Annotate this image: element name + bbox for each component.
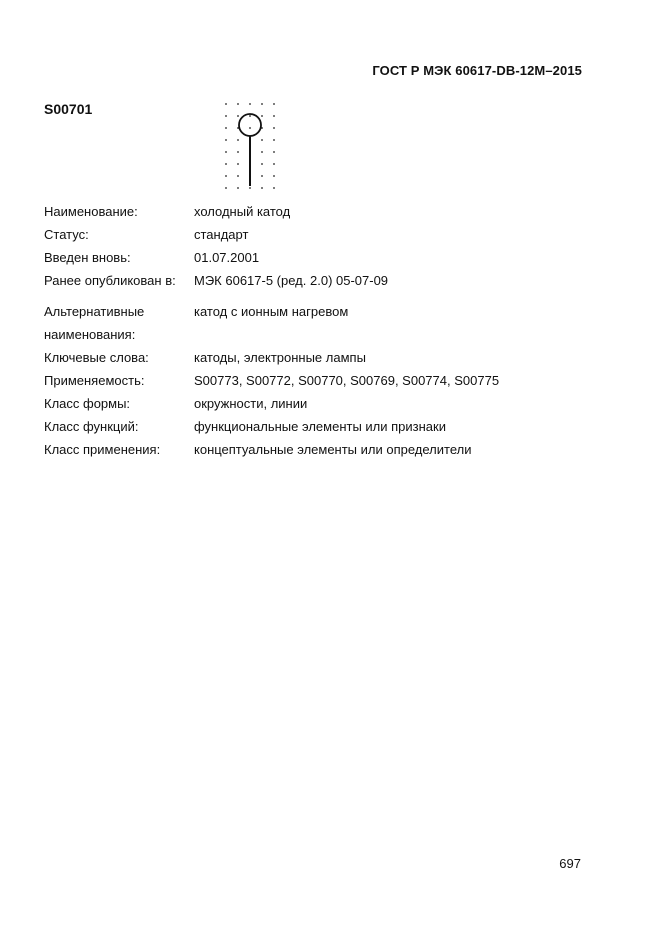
grid-dot xyxy=(273,127,275,129)
grid-dot xyxy=(249,187,251,189)
symbol-grid-svg xyxy=(218,98,282,194)
property-row-status xyxy=(44,223,604,246)
property-value: функциональные элементы или признаки xyxy=(194,419,446,434)
property-row-name xyxy=(44,200,604,223)
grid-dot xyxy=(225,139,227,141)
grid-dot xyxy=(261,115,263,117)
grid-dot xyxy=(273,115,275,117)
grid-dot xyxy=(237,175,239,177)
property-value: холодный катод xyxy=(194,204,291,219)
grid-dot xyxy=(237,103,239,105)
grid-dot xyxy=(261,163,263,165)
document-header: ГОСТ Р МЭК 60617-DB-12M–2015 xyxy=(372,63,582,78)
property-value: окружности, линии xyxy=(194,396,308,411)
property-row-alternative-names xyxy=(44,300,604,346)
property-label: Ранее опубликован в: xyxy=(44,273,176,288)
grid-dot xyxy=(261,175,263,177)
grid-dot xyxy=(273,163,275,165)
grid-dot xyxy=(237,139,239,141)
grid-dot xyxy=(225,163,227,165)
property-row-application-class xyxy=(44,438,604,461)
property-row-keywords xyxy=(44,346,604,369)
property-label: Ключевые слова: xyxy=(44,350,149,365)
grid-dot xyxy=(249,127,251,129)
property-row-function-class xyxy=(44,415,604,438)
property-value: 01.07.2001 xyxy=(194,250,260,265)
grid-dot xyxy=(273,103,275,105)
property-label: Класс функций: xyxy=(44,419,139,434)
grid-dot xyxy=(273,187,275,189)
property-row-shape-class xyxy=(44,392,604,415)
grid-dot xyxy=(261,187,263,189)
property-label: Наименование: xyxy=(44,204,138,219)
grid-dot xyxy=(237,151,239,153)
property-label: Применяемость: xyxy=(44,373,145,388)
grid-dot xyxy=(225,115,227,117)
property-label: Введен вновь: xyxy=(44,250,131,265)
grid-dot xyxy=(237,187,239,189)
grid-dot xyxy=(237,163,239,165)
page-number: 697 xyxy=(559,856,581,871)
property-row-introduced xyxy=(44,246,604,269)
property-value: МЭК 60617-5 (ред. 2.0) 05-07-09 xyxy=(194,273,389,288)
grid-dot xyxy=(261,151,263,153)
grid-dot xyxy=(225,151,227,153)
grid-dot xyxy=(249,103,251,105)
symbol-code: S00701 xyxy=(44,101,93,117)
property-value: стандарт xyxy=(194,227,249,242)
property-value: S00773, S00772, S00770, S00769, S00774, S00775 xyxy=(194,373,500,388)
grid-dot xyxy=(225,103,227,105)
grid-dot xyxy=(261,103,263,105)
cathode-circle xyxy=(239,114,261,136)
grid-dot xyxy=(273,151,275,153)
grid-dot xyxy=(225,187,227,189)
property-row-previously-published xyxy=(44,269,604,292)
grid-dot xyxy=(225,127,227,129)
property-label: Класс формы: xyxy=(44,396,131,411)
property-label: Статус: xyxy=(44,227,89,242)
properties-table xyxy=(44,200,604,461)
grid-dot xyxy=(237,115,239,117)
grid-dot xyxy=(273,139,275,141)
property-value: катоды, электронные лампы xyxy=(194,350,366,365)
grid-dot xyxy=(249,115,251,117)
grid-dot xyxy=(225,175,227,177)
cold-cathode-symbol-icon xyxy=(218,98,282,194)
grid-dot xyxy=(261,139,263,141)
grid-dot xyxy=(273,175,275,177)
property-row-applicability xyxy=(44,369,604,392)
property-label: Альтернативные наименования: xyxy=(44,304,145,342)
property-label: Класс применения: xyxy=(44,442,161,457)
property-value: катод с ионным нагревом xyxy=(194,304,349,319)
property-value: концептуальные элементы или определители xyxy=(194,442,472,457)
